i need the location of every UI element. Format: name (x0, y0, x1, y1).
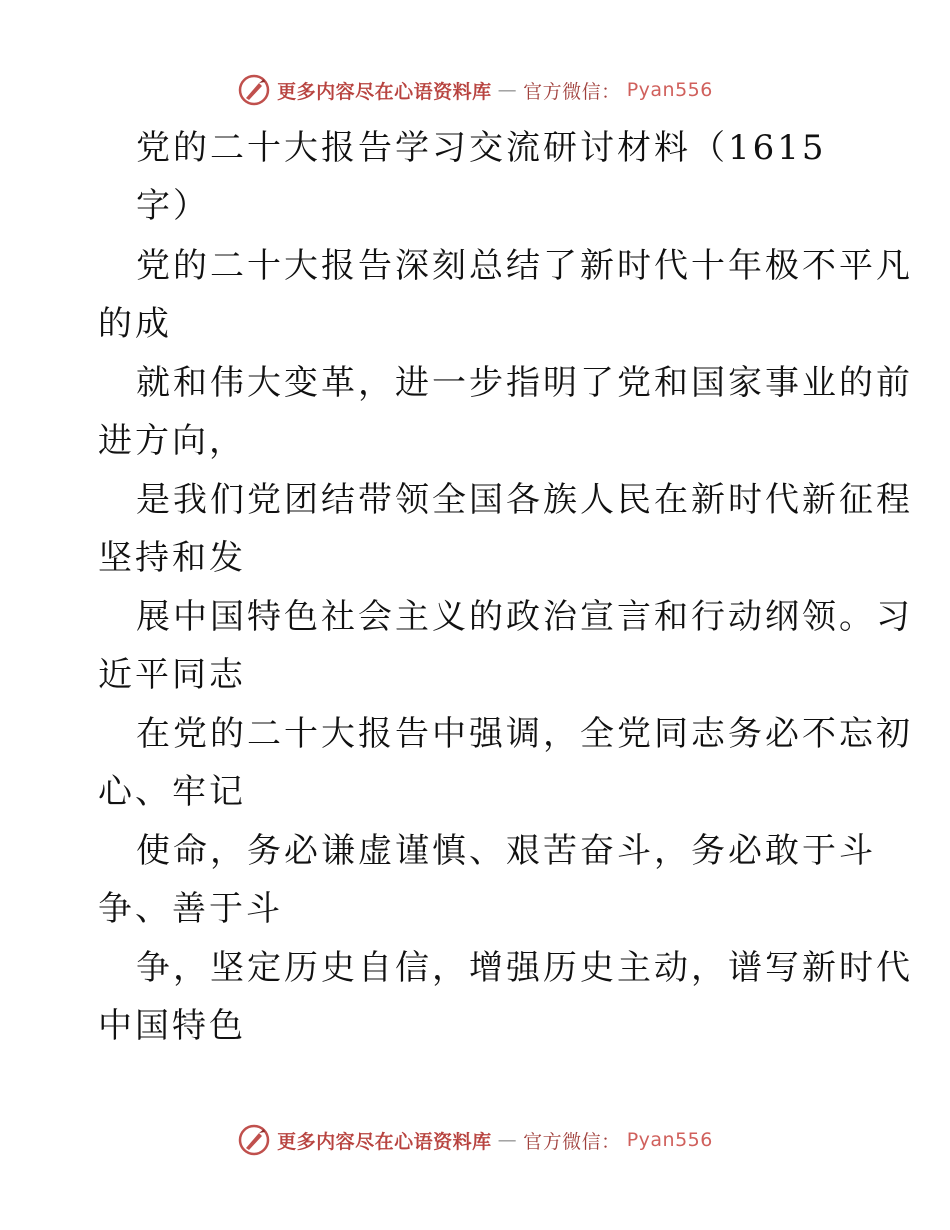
paragraph-line: 心、牢记 (98, 772, 246, 812)
paragraph-line: 争、善于斗 (98, 889, 283, 929)
paragraph-line: 进方向， (98, 421, 246, 461)
paragraph-line: 党的二十大报告深刻总结了新时代十年极不平凡 (136, 246, 913, 286)
paragraph-line: 就和伟大变革，进一步指明了党和国家事业的前 (136, 363, 913, 403)
header-separator: — (497, 79, 518, 101)
paragraph-line: 使命，务必谦虚谨慎、艰苦奋斗，务必敢于斗 (136, 831, 876, 871)
paragraph-line: 坚持和发 (98, 538, 246, 578)
paragraph-line: 在党的二十大报告中强调，全党同志务必不忘初 (136, 714, 913, 754)
footer-brand: 更多内容尽在心语资料库 (277, 1130, 492, 1153)
header-brand: 更多内容尽在心语资料库 (277, 80, 492, 103)
footer-wechat-label: 官方微信： (523, 1130, 621, 1153)
footer-wechat-id: Pyan556 (626, 1129, 713, 1151)
footer-banner (0, 1120, 950, 1160)
paragraph-line: 是我们党团结带领全国各族人民在新时代新征程 (136, 480, 913, 520)
paragraph-line: 的成 (98, 304, 172, 344)
doc-title-line-1: 党的二十大报告学习交流研讨材料（1615 (136, 128, 827, 168)
footer-separator: — (497, 1129, 518, 1151)
quill-pen-logo-icon (237, 73, 271, 107)
header-wechat-label: 官方微信： (523, 80, 621, 103)
header-banner (0, 70, 950, 110)
header-wechat-id: Pyan556 (626, 79, 713, 101)
paragraph-line: 争，坚定历史自信，增强历史主动，谱写新时代 (136, 948, 913, 988)
doc-title-line-2: 字） (136, 186, 210, 226)
paragraph-line: 中国特色 (98, 1006, 246, 1046)
paragraph-line: 近平同志 (98, 655, 246, 695)
paragraph-line: 展中国特色社会主义的政治宣言和行动纲领。习 (136, 597, 913, 637)
quill-pen-logo-icon (237, 1123, 271, 1157)
